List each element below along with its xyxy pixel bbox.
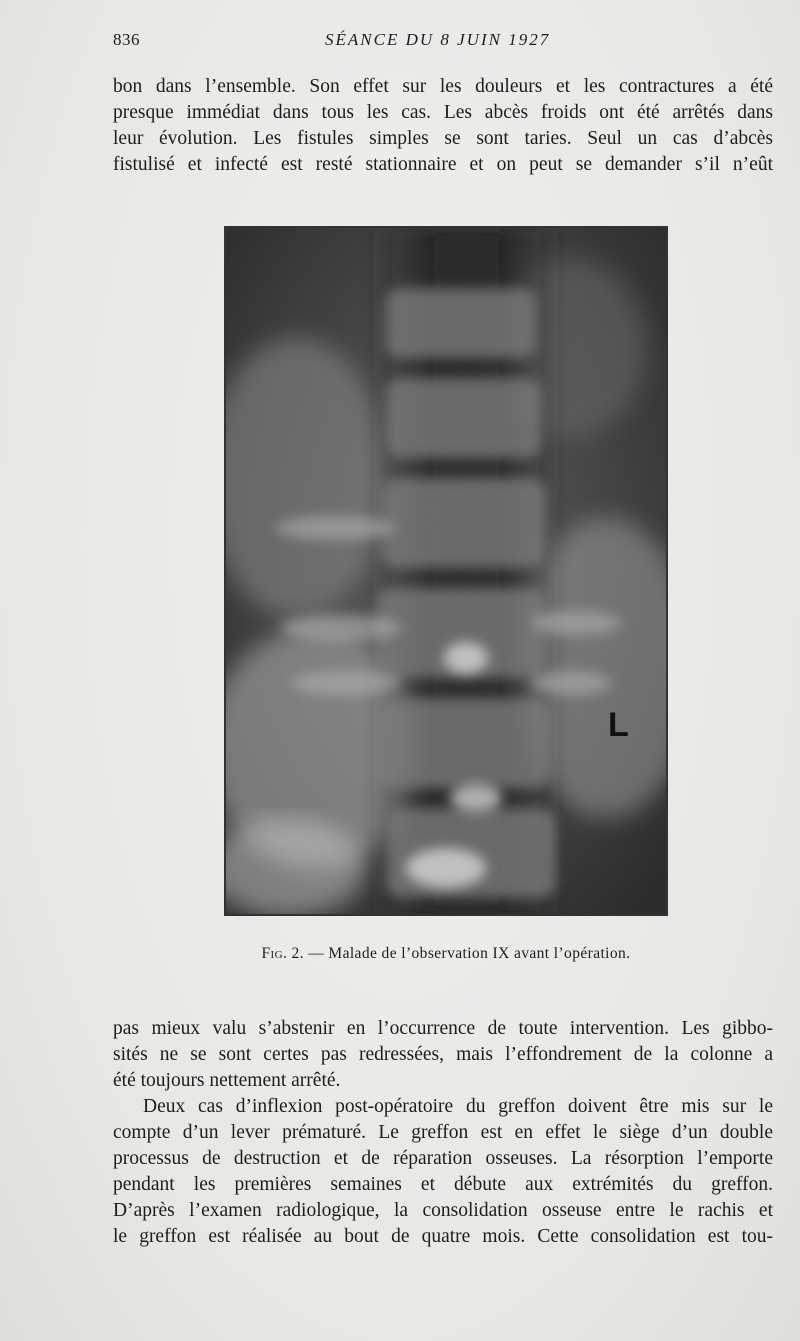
paragraph-continuation <box>113 1016 773 1094</box>
figure-caption-label: Fig. 2. <box>261 945 304 962</box>
text-line: pendant les premières semaines et débute aux extrémités du greffon. <box>113 1174 773 1195</box>
xray-marker-label: L <box>608 706 629 744</box>
text-line: D’après l’examen radiologique, la consolidation osseuse entre le rachis et <box>113 1200 773 1221</box>
figure-caption <box>224 945 668 963</box>
xray-image <box>226 228 666 914</box>
paragraph-top <box>113 74 773 178</box>
text-line: sités ne se sont certes pas redressées, mais l’effondrement de la colonne a <box>113 1044 773 1065</box>
header-title: SÉANCE DU 8 JUIN 1927 <box>325 30 551 49</box>
text-line: bon dans l’ensemble. Son effet sur les douleurs et les contractures a été <box>113 76 773 97</box>
text-line: été toujours nettement arrêté. <box>113 1070 341 1091</box>
text-line: pas mieux valu s’abstenir en l’occurrence de toute intervention. Les gibbo- <box>113 1018 773 1039</box>
page-number: 836 <box>113 30 140 49</box>
text-line: presque immédiat dans tous les cas. Les abcès froids ont été arrêtés dans <box>113 102 773 123</box>
paragraph-second <box>113 1094 773 1250</box>
text-line: le greffon est réalisée au bout de quatre mois. Cette consolidation est tou- <box>113 1226 773 1247</box>
xray-figure <box>224 226 668 916</box>
text-line: Deux cas d’inflexion post-opératoire du greffon doivent être mis sur le <box>143 1096 773 1117</box>
text-line: compte d’un lever prématuré. Le greffon est en effet le siège d’un double <box>113 1122 773 1143</box>
figure-caption-text: — Malade de l’observation IX avant l’opération. <box>308 945 631 962</box>
running-head <box>113 30 773 54</box>
text-line: processus de destruction et de réparation osseuses. La résorption l’emporte <box>113 1148 773 1169</box>
text-line: fistulisé et infecté est resté stationnaire et on peut se demander s’il n’eût <box>113 154 773 175</box>
text-line: leur évolution. Les fistules simples se sont taries. Seul un cas d’abcès <box>113 128 773 149</box>
